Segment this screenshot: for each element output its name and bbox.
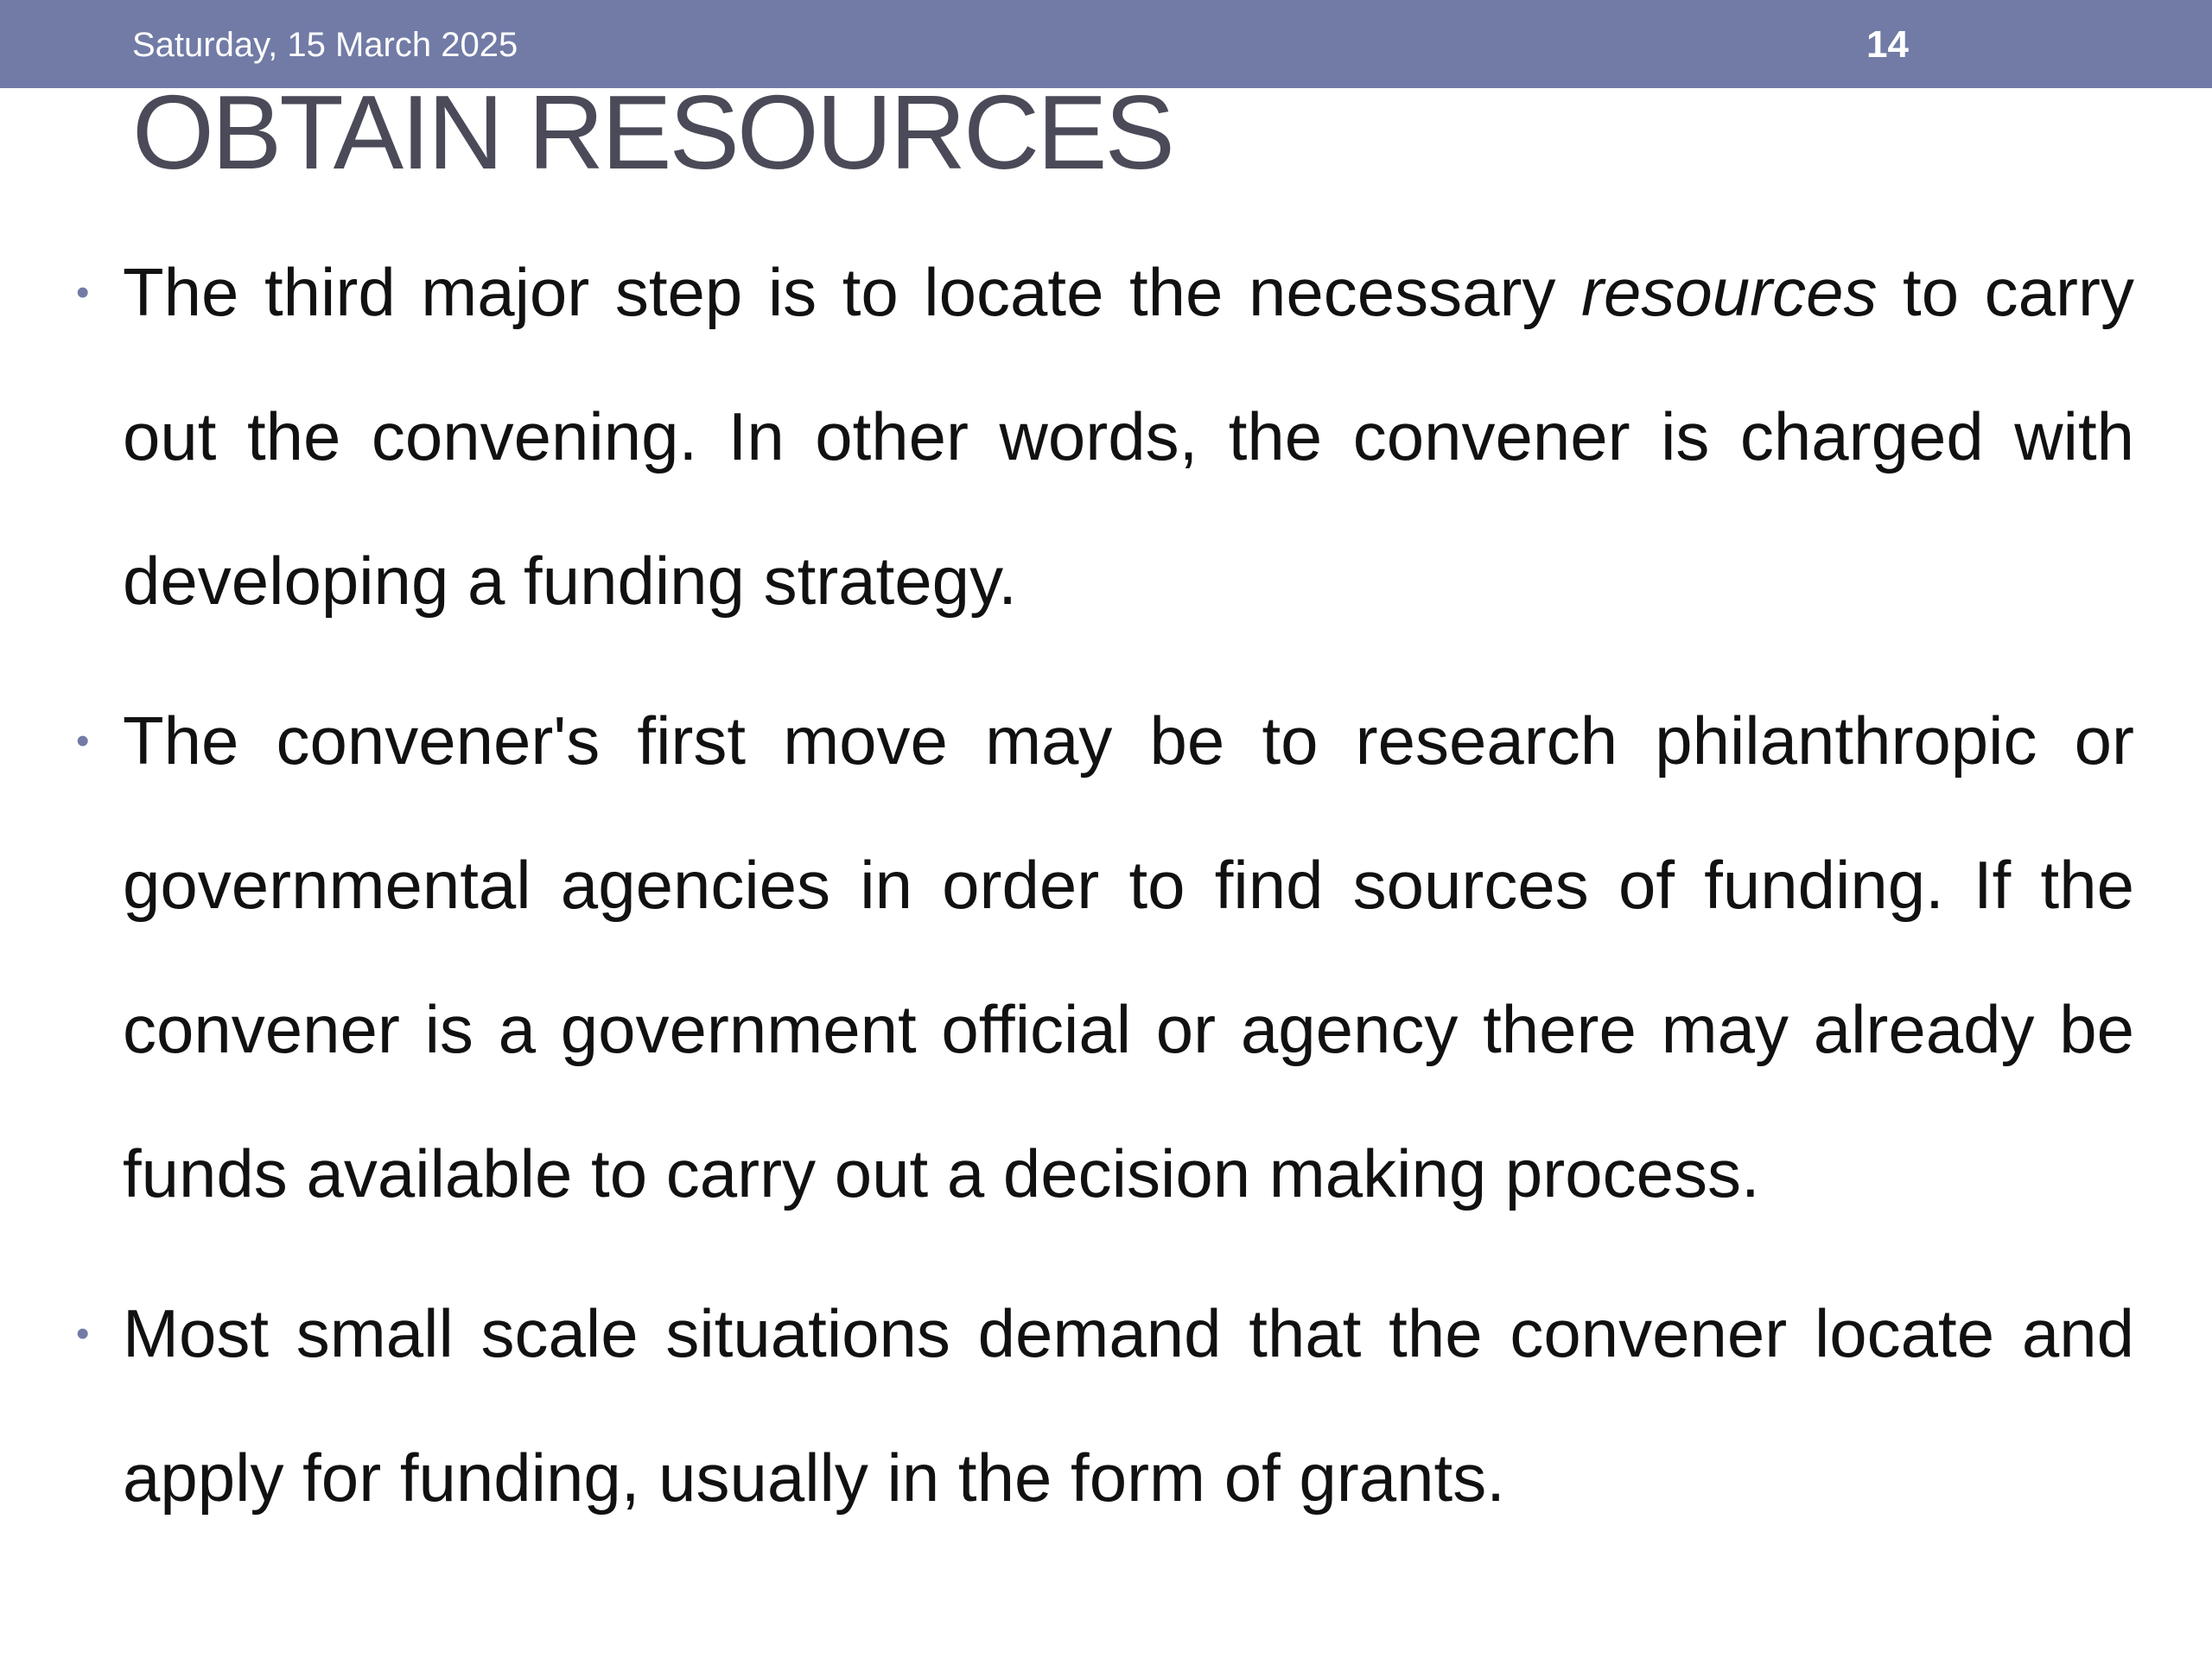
bullet-text-part: The third major step is to locate the necessary: [123, 254, 1582, 330]
bullet-list: [76, 220, 2134, 1566]
bullet-text-emphasis: resources: [1581, 254, 1878, 330]
slide-page-number: 14: [1866, 23, 1909, 66]
slide-title: OBTAIN RESOURCES: [132, 73, 1173, 191]
bullet-text: Most small scale situations demand that the convener locate and apply for funding, usually in the form of grants.: [123, 1295, 2134, 1516]
slide-date: Saturday, 15 March 2025: [132, 26, 518, 64]
bullet-text: The convener's first move may be to research philanthropic or governmental agencies in order to find sources of funding. If the convener is a government official or agency there may already be funds available to carry out a decision making process.: [123, 702, 2134, 1211]
bullet-item: [76, 220, 2134, 653]
bullet-icon: •: [76, 1313, 90, 1355]
bullet-item: [76, 669, 2134, 1246]
bullet-text-part: to carry out the convening. In other words, the convener is charged with developing a funding strategy.: [123, 254, 2134, 619]
bullet-item: [76, 1262, 2134, 1550]
bullet-text: [123, 254, 2134, 619]
bullet-icon: •: [76, 271, 90, 314]
bullet-icon: •: [76, 720, 90, 762]
